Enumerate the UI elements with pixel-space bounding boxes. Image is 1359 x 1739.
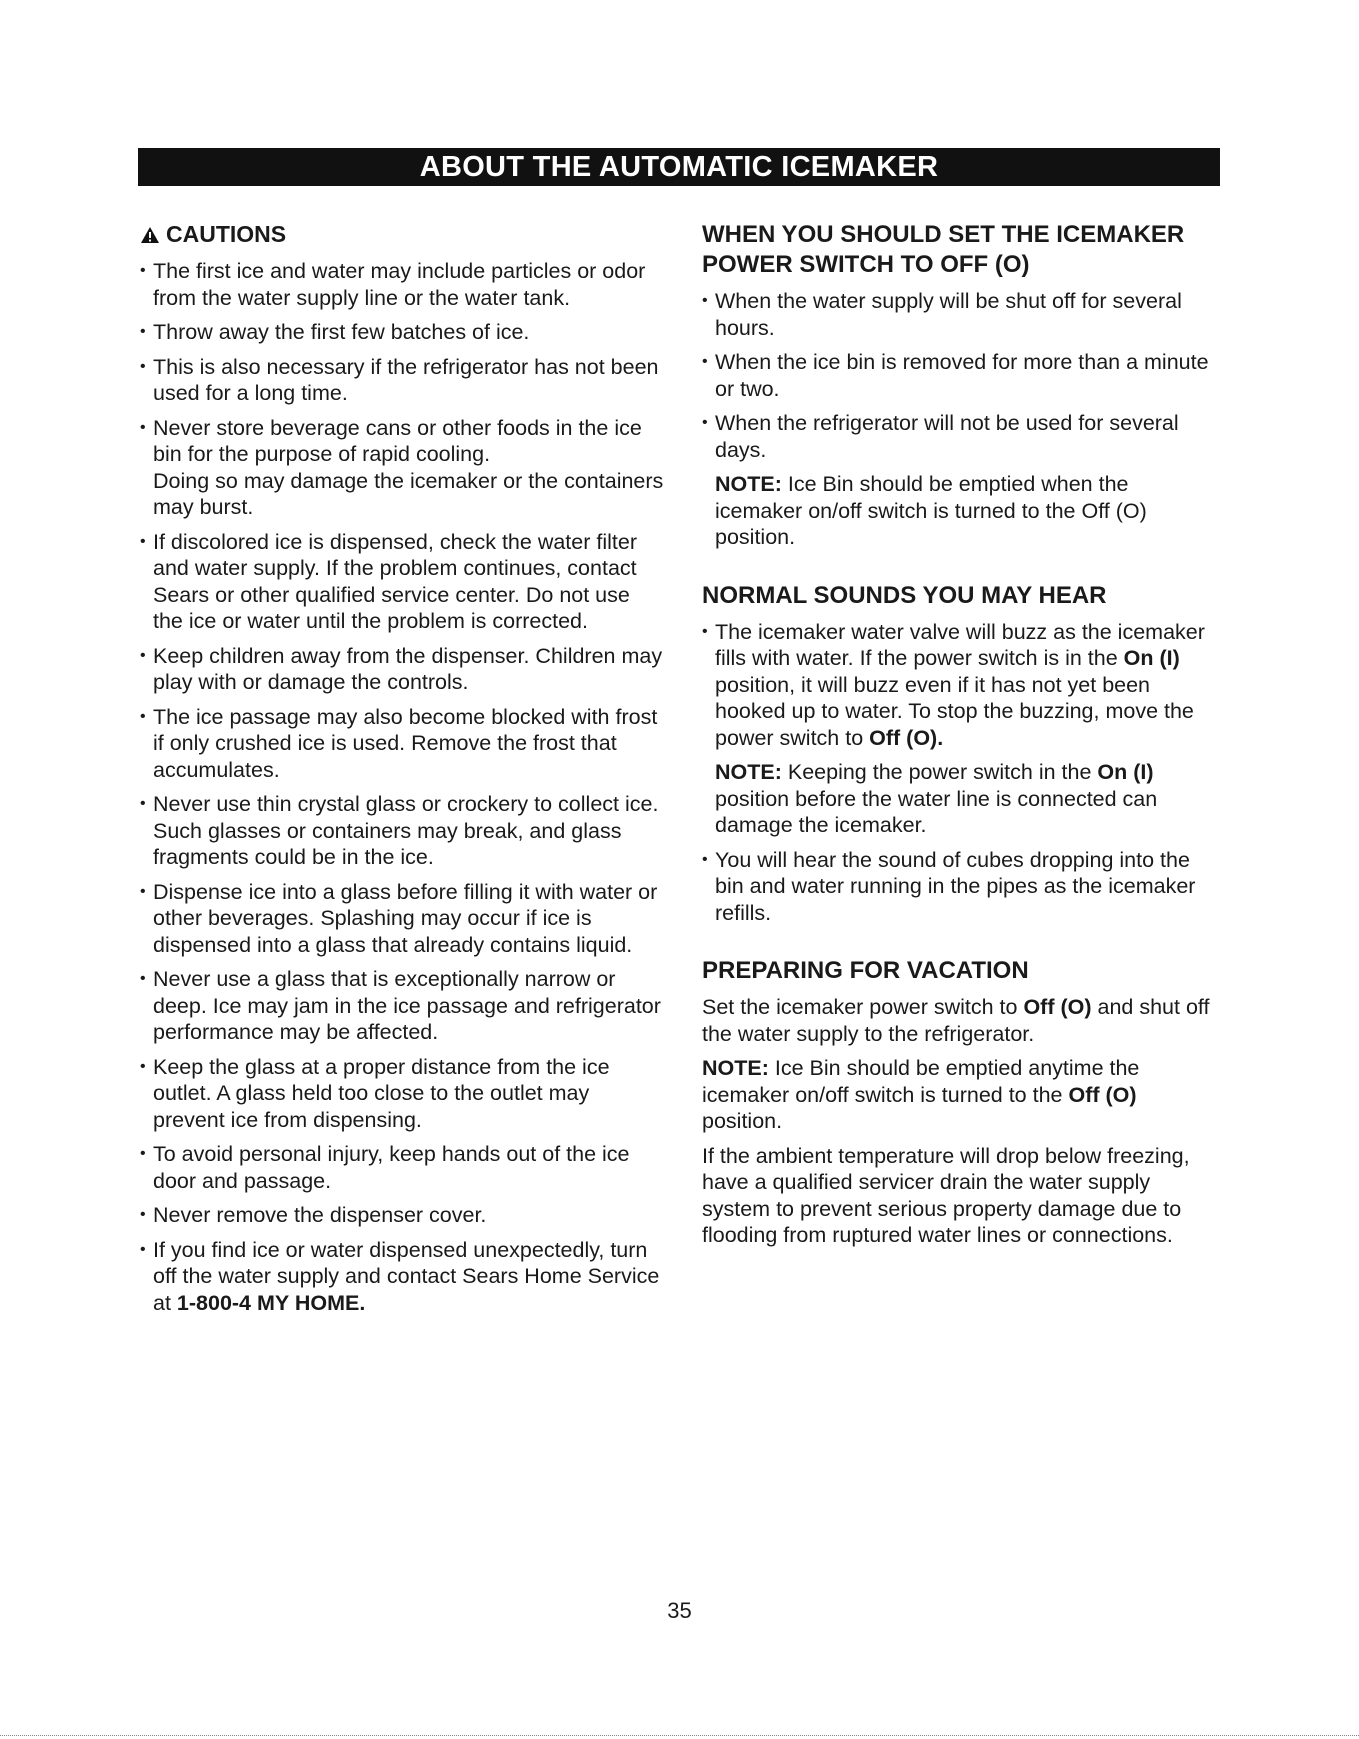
list-item: • Never use a glass that is exceptionally narrow or deep. Ice may jam in the ice passage and refrigerator performance may be affected. — [140, 966, 665, 1046]
list-item: • When the ice bin is removed for more than a minute or two. — [702, 349, 1212, 402]
list-item: • Never use thin crystal glass or crockery to collect ice. Such glasses or containers may break, and glass fragments could be in the ice. — [140, 791, 665, 871]
list-item: • Dispense ice into a glass before filling it with water or other beverages. Splashing may occur if ice is dispensed into a glass that already contains liquid. — [140, 879, 665, 959]
list-item: • Keep children away from the dispenser. Children may play with or damage the controls. — [140, 643, 665, 696]
page-title: ABOUT THE AUTOMATIC ICEMAKER — [138, 148, 1220, 186]
list-item: • When the refrigerator will not be used for several days. — [702, 410, 1212, 463]
sounds-note: NOTE: Keeping the power switch in the On (I) position before the water line is connected can damage the icemaker. — [715, 760, 1158, 837]
list-item: • Throw away the first few batches of ice. — [140, 319, 665, 346]
list-item: • If you find ice or water dispensed unexpectedly, turn off the water supply and contact Sears Home Service at 1-800-4 MY HOME. — [140, 1237, 665, 1317]
list-item: • If discolored ice is dispensed, check the water filter and water supply. If the problem continues, contact Sears or other qualified service center. Do not use the ice or water until the problem is corrected. — [140, 529, 665, 635]
sounds-list — [702, 619, 1212, 752]
list-item: • The icemaker water valve will buzz as the icemaker fills with water. If the power switch is in the On (I) position, it will buzz even if it has not yet been hooked up to water. To stop the buzzing, move the power switch to Off (O). — [702, 619, 1212, 752]
power-switch-heading: WHEN YOU SHOULD SET THE ICEMAKER POWER SWITCH TO OFF (O) — [702, 221, 1185, 278]
page-number: 35 — [667, 1598, 692, 1623]
cautions-heading — [140, 220, 665, 250]
sounds-list-2 — [702, 847, 1212, 927]
vacation-paragraph: Set the icemaker power switch to Off (O) and shut off the water supply to the refrigerator. — [702, 995, 1210, 1046]
sounds-heading: NORMAL SOUNDS YOU MAY HEAR — [702, 581, 1107, 609]
list-item: • Never remove the dispenser cover. — [140, 1202, 665, 1229]
vacation-freezing-paragraph: If the ambient temperature will drop below freezing, have a qualified servicer drain the water supply system to prevent serious property damage due to flooding from ruptured water lines or connections. — [702, 1143, 1190, 1247]
list-item: • This is also necessary if the refrigerator has not been used for a long time. — [140, 354, 665, 407]
info-column — [702, 220, 1212, 1257]
list-item: • The first ice and water may include particles or odor from the water supply line or the water tank. — [140, 258, 665, 311]
cautions-heading-text: CAUTIONS — [166, 221, 287, 247]
list-item: • You will hear the sound of cubes dropping into the bin and water running in the pipes as the icemaker refills. — [702, 847, 1212, 927]
list-item: • The ice passage may also become blocked with frost if only crushed ice is used. Remove the frost that accumulates. — [140, 704, 665, 784]
list-item: • Never store beverage cans or other foods in the ice bin for the purpose of rapid cooling. Doing so may damage the icemaker or the containers may burst. — [140, 415, 665, 521]
cautions-column — [140, 220, 665, 1324]
power-switch-list — [702, 288, 1212, 463]
service-phone: 1-800-4 MY HOME. — [176, 1290, 366, 1315]
list-item: • Keep the glass at a proper distance from the ice outlet. A glass held too close to the outlet may prevent ice from dispensing. — [140, 1054, 665, 1134]
vacation-note: NOTE: Ice Bin should be emptied anytime the icemaker on/off switch is turned to the Off (O) position. — [702, 1056, 1140, 1133]
bottom-divider — [0, 1735, 1359, 1736]
warning-triangle-icon — [140, 222, 160, 250]
cautions-list — [140, 258, 665, 1316]
vacation-heading: PREPARING FOR VACATION — [702, 957, 1029, 984]
list-item: • To avoid personal injury, keep hands out of the ice door and passage. — [140, 1141, 665, 1194]
power-switch-note: NOTE: Ice Bin should be emptied when the icemaker on/off switch is turned to the Off (O) position. — [715, 472, 1147, 549]
list-item: • When the water supply will be shut off for several hours. — [702, 288, 1212, 341]
